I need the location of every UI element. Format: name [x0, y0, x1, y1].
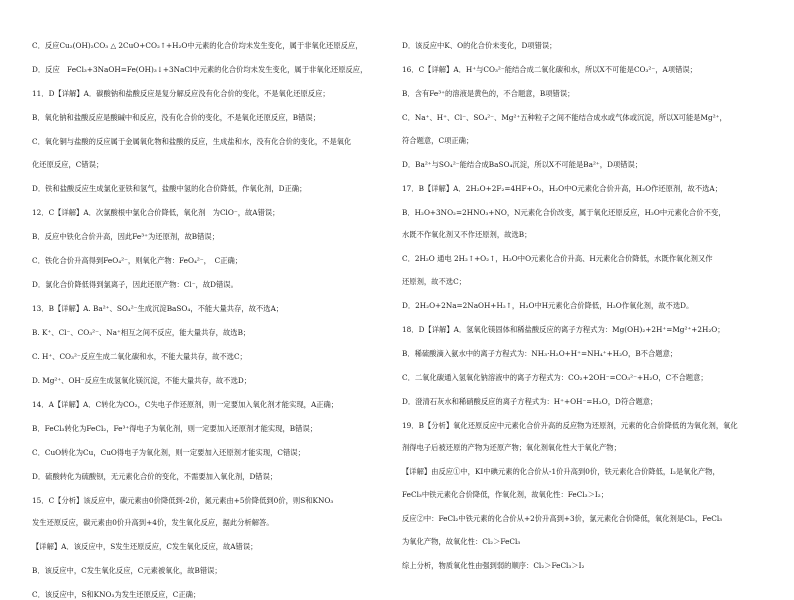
text-line: C．2H₂O 通电 2H₂↑+O₂↑，H₂O中O元素化合价升高、H元素化合价降低，水既作氧化剂又作: [402, 254, 713, 264]
text-line: C．反应Cu₂(OH)₂CO₃ △ 2CuO+CO₂↑+H₂O中元素的化合价均未发生变化，属于非氧化还原反应，: [32, 41, 363, 50]
text-line: D．该反应中K、O的化合价未变化，D项错误；: [402, 41, 557, 50]
text-line: B．H₂O+3NO₂=2HNO₃+NO，N元素化合价改变，属于氧化还原反应，H₂O中元素化合价不变，: [402, 207, 726, 217]
text-line: 还原剂，故不选C；: [402, 276, 466, 286]
text-line: C. H⁺、CO₃²⁻反应生成二氧化碳和水，不能大量共存，故不选C；: [32, 351, 247, 361]
text-line: 13．B【详解】A. Ba²⁺、SO₄²⁻生成沉淀BaSO₄，不能大量共存，故不选A；: [32, 303, 284, 313]
text-line: FeCl₃中铁元素化合价降低，作氧化剂，故氧化性：FeCl₃＞I₂；: [402, 489, 608, 499]
text-line: 16．C【详解】A．H⁺与CO₃²⁻能结合成二氧化碳和水，所以X不可能是CO₃²⁻，A项错误；: [402, 65, 697, 74]
text-line: B．该反应中，C发生氧化反应，C元素被氧化，故B错误；: [32, 566, 222, 576]
text-line: D. Mg²⁺、OH⁻反应生成氢氧化镁沉淀，不能大量共存，故不选D；: [32, 375, 252, 385]
text-line: 19．B【分析】氧化还原反应中元素化合价升高的反应物为还原剂，元素的化合价降低的为氧化剂，氧化: [402, 420, 738, 430]
text-line: C．CuO转化为Cu，CuO得电子为氧化剂，则一定要加入还原剂才能实现，C错误；: [32, 447, 305, 457]
text-line: B．氧化钠和盐酸反应是酸碱中和反应，没有化合价的变化，不是氧化还原反应，B错误；: [32, 113, 321, 122]
text-line: 水既不作氧化剂又不作还原剂，故选B；: [402, 230, 532, 240]
text-line: 综上分析，物质氧化性由强到弱的顺序：Cl₂＞FeCl₃＞I₂: [402, 560, 585, 570]
text-line: 发生还原反应，碳元素由0价升高到+4价，发生氧化反应，据此分析解答。: [32, 518, 274, 528]
text-line: D．反应 FeCl₃+3NaOH=Fe(OH)₃↓+3NaCl中元素的化合价均未发生变化，属于非氧化还原反应，: [32, 65, 368, 74]
text-line: C．Na⁺、H⁺、Cl⁻、SO₄²⁻、Mg²⁺五种粒子之间不能结合成水或气体或沉淀，所以X可能是Mg²⁺，: [402, 113, 727, 122]
text-line: D．Ba²⁺与SO₄²⁻能结合成BaSO₄沉淀，所以X不可能是Ba²⁺，D项错误；: [402, 159, 643, 169]
text-line: D．澄清石灰水和稀硝酸反应的离子方程式为：H⁺+OH⁻=H₂O，D符合题意；: [402, 396, 658, 406]
text-line: D．铁和盐酸反应生成氯化亚铁和氢气，盐酸中氢的化合价降低，作氧化剂，D正确；: [32, 183, 307, 193]
text-line: 化还原反应，C错误；: [32, 159, 104, 169]
text-line: D．2H₂O+2Na=2NaOH+H₂↑，H₂O中H元素化合价降低，H₂O作氧化剂，故不选D。: [402, 300, 694, 310]
text-line: 18．D【详解】A．氢氧化镁固体和稀盐酸反应的离子方程式为：Mg(OH)₂+2H⁺=Mg²⁺+2H₂O；: [402, 324, 725, 334]
text-line: B. K⁺、Cl⁻、CO₃²⁻、Na⁺相互之间不反应，能大量共存，故选B；: [32, 327, 251, 337]
text-line: C．该反应中，S和KNO₃为发生还原反应，C正确；: [32, 590, 201, 600]
text-line: C．铁化合价升高得到FeO₄²⁻，则氧化产物：FeO₄²⁻， C正确；: [32, 255, 243, 265]
right-column: [402, 40, 764, 571]
text-line: D．氯化合价降低得到氯离子，因此还原产物：Cl⁻，故D错误。: [32, 279, 238, 289]
text-line: 符合题意，C项正确；: [402, 135, 474, 145]
text-line: 15．C【分析】该反应中，碳元素由0价降低到-2价，氮元素由+5价降低到0价，则S和KNO₃: [32, 495, 334, 505]
text-line: 【详解】由反应①中，KI中碘元素的化合价从-1价升高到0价，铁元素化合价降低，I₂是氧化产物，: [402, 467, 720, 477]
text-line: 14．A【详解】A．C转化为CO₂，C失电子作还原剂，则一定要加入氧化剂才能实现，A正确；: [32, 399, 339, 409]
text-line: D．硫酸转化为硫酸钡，无元素化合价的变化，不需要加入氧化剂，D错误；: [32, 471, 278, 481]
text-line: 【详解】A．该反应中，S发生还原反应，C发生氧化反应，故A错误；: [32, 542, 258, 552]
text-line: C．氧化铜与盐酸的反应属于金属氧化物和盐酸的反应，生成盐和水，没有化合价的变化，不是氧化: [32, 137, 352, 146]
text-line: B．稀硫酸滴入氨水中的离子方程式为：NH₃·H₂O+H⁺=NH₄⁺+H₂O，B不合题意；: [402, 348, 678, 358]
text-line: B．含有Fe³⁺的溶液是黄色的，不合题意，B项错误；: [402, 89, 575, 98]
text-line: B．FeCl₃转化为FeCl₂，Fe³⁺得电子为氧化剂，则一定要加入还原剂才能实现，B错误；: [32, 423, 318, 433]
left-column: [32, 40, 392, 600]
text-line: C．二氧化碳通入氢氧化钠溶液中的离子方程式为：CO₂+2OH⁻=CO₃²⁻+H₂O，C不合题意；: [402, 372, 708, 382]
text-line: 为氧化产物，故氧化性：Cl₂＞FeCl₃: [402, 536, 521, 546]
text-line: 12．C【详解】A．次氯酸根中氯化合价降低，氧化剂 为ClO⁻，故A错误；: [32, 207, 280, 217]
text-line: 反应②中：FeCl₂中铁元素的化合价从+2价升高到+3价，氯元素化合价降低，氧化剂是Cl₂，FeCl₃: [402, 513, 723, 523]
text-line: 11．D【详解】A．碳酸钠和盐酸反应是复分解反应没有化合价的变化，不是氧化还原反应；: [32, 89, 330, 98]
text-line: 17．B【详解】A．2H₂O+2F₂=4HF+O₂，H₂O中O元素化合价升高，H₂O作还原剂，故不选A；: [402, 183, 722, 193]
text-line: B．反应中铁化合价升高，因此Fe³⁺为还原剂，故B错误；: [32, 231, 220, 241]
text-line: 剂得电子后被还原的产物为还原产物；氧化剂氧化性大于氧化产物；: [402, 443, 621, 453]
